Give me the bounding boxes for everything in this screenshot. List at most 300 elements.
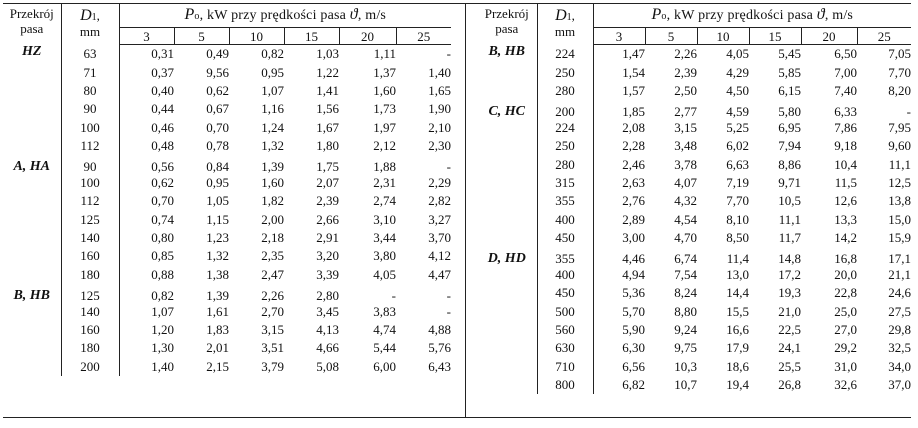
power-cell: 2,91 <box>316 230 339 246</box>
power-cell: 15,0 <box>888 211 911 227</box>
speed-header: 3 <box>593 28 645 45</box>
power-cell: 1,82 <box>261 193 284 209</box>
table-body-right <box>477 45 911 394</box>
power-cell: 4,66 <box>316 340 339 356</box>
table-row <box>477 63 911 81</box>
power-cell: 9,56 <box>206 64 229 80</box>
power-cell: 10,4 <box>834 156 857 172</box>
power-cell: 9,60 <box>888 138 911 154</box>
power-cell: 16,8 <box>834 250 857 266</box>
table-row <box>3 210 451 228</box>
speed-header: 20 <box>339 28 396 45</box>
power-table-right <box>477 3 911 394</box>
power-cell: 2,12 <box>373 138 396 154</box>
power-cell: 4,47 <box>428 266 451 282</box>
diameter-cell: 355 <box>537 247 593 265</box>
table-row <box>3 228 451 246</box>
diameter-cell: 71 <box>61 63 119 81</box>
table-row <box>3 63 451 81</box>
table-row <box>477 320 911 338</box>
power-cell: 17,2 <box>778 266 801 282</box>
diameter-cell: 180 <box>61 339 119 357</box>
power-cell: 0,70 <box>151 193 174 209</box>
diameter-column-header: D1, mm <box>537 3 593 45</box>
table-row <box>3 136 451 154</box>
power-cell: 0,70 <box>206 119 229 135</box>
power-cell: 27,5 <box>888 303 911 319</box>
power-cell: 31,0 <box>834 358 857 374</box>
diameter-cell: 112 <box>61 192 119 210</box>
diameter-cell: 450 <box>537 284 593 302</box>
power-cell: 1,60 <box>261 174 284 190</box>
power-cell: 2,70 <box>261 303 284 319</box>
speed-header: 25 <box>396 28 451 45</box>
power-cell: 1,15 <box>206 211 229 227</box>
power-cell: 13,0 <box>726 266 749 282</box>
table-middle-divider <box>465 3 466 417</box>
power-cell: 1,40 <box>428 64 451 80</box>
power-cell: 2,39 <box>674 64 697 80</box>
diameter-cell: 160 <box>61 247 119 265</box>
table-row <box>3 302 451 320</box>
table-row <box>477 81 911 99</box>
power-cell: 0,56 <box>151 159 174 175</box>
power-cell: 2,76 <box>622 193 645 209</box>
diameter-cell: 90 <box>61 100 119 118</box>
table-row <box>3 284 451 302</box>
power-cell: 11,1 <box>888 156 911 172</box>
table-row <box>477 228 911 246</box>
power-cell: 0,67 <box>206 101 229 117</box>
section-cell: B, HB <box>3 284 61 376</box>
power-cell: 6,56 <box>622 358 645 374</box>
power-cell: 11,1 <box>778 211 801 227</box>
power-cell: 0,85 <box>151 248 174 264</box>
power-cell: 19,4 <box>726 377 749 393</box>
power-cell: 21,1 <box>888 266 911 282</box>
power-cell: 4,94 <box>622 266 645 282</box>
power-cell: 2,28 <box>622 138 645 154</box>
power-cell: 20,0 <box>834 266 857 282</box>
power-cell: 1,54 <box>622 64 645 80</box>
table-row <box>477 247 911 265</box>
diameter-cell: 63 <box>61 45 119 63</box>
power-cell: 6,50 <box>834 46 857 62</box>
power-cell: 2,18 <box>261 230 284 246</box>
power-cell: 4,88 <box>428 322 451 338</box>
power-cell: 5,45 <box>778 46 801 62</box>
table-row <box>477 155 911 173</box>
section-column-header: Przekrój pasa <box>477 3 537 45</box>
power-cell: 19,3 <box>778 285 801 301</box>
power-cell: 6,95 <box>778 119 801 135</box>
power-cell: 1,90 <box>428 101 451 117</box>
power-cell: 18,6 <box>726 358 749 374</box>
diameter-cell: 560 <box>537 320 593 338</box>
table-row <box>3 118 451 136</box>
table-row <box>477 302 911 320</box>
power-cell: 1,03 <box>316 46 339 62</box>
power-cell: 3,15 <box>674 119 697 135</box>
power-cell: 6,43 <box>428 358 451 374</box>
power-cell: 27,0 <box>834 322 857 338</box>
power-cell: 0,74 <box>151 211 174 227</box>
table-row <box>3 81 451 99</box>
power-cell: 1,97 <box>373 119 396 135</box>
speed-symbol: ϑ <box>816 6 825 23</box>
power-cell: 1,85 <box>622 103 645 119</box>
power-cell: 8,24 <box>674 285 697 301</box>
power-cell: 4,74 <box>373 322 396 338</box>
power-cell: 6,74 <box>674 250 697 266</box>
section-cell: C, HC <box>477 100 537 247</box>
table-body-left <box>3 45 451 376</box>
diameter-cell: 400 <box>537 210 593 228</box>
power-cell: 5,70 <box>622 303 645 319</box>
speed-unit: , m/s <box>824 8 854 23</box>
power-cell: 7,05 <box>888 46 911 62</box>
power-cell: - <box>446 287 451 303</box>
power-cell: 10,3 <box>674 358 697 374</box>
table-row <box>3 192 451 210</box>
power-cell: 7,70 <box>888 64 911 80</box>
power-cell: 5,90 <box>622 322 645 338</box>
diameter-cell: 280 <box>537 155 593 173</box>
diameter-cell: 200 <box>61 357 119 375</box>
power-cell: 8,80 <box>674 303 697 319</box>
power-cell: 37,0 <box>888 377 911 393</box>
power-cell: 2,26 <box>261 287 284 303</box>
power-cell: 2,50 <box>674 82 697 98</box>
power-cell: 0,88 <box>151 266 174 282</box>
diameter-cell: 180 <box>61 265 119 283</box>
power-symbol: P <box>184 6 195 23</box>
diameter-cell: 355 <box>537 192 593 210</box>
power-cell: 2,10 <box>428 119 451 135</box>
power-cell: 2,29 <box>428 174 451 190</box>
power-cell: 4,54 <box>674 211 697 227</box>
power-cell: 7,70 <box>726 193 749 209</box>
power-cell: 24,6 <box>888 285 911 301</box>
power-cell: 1,23 <box>206 230 229 246</box>
table-row <box>3 173 451 191</box>
power-cell: 2,01 <box>206 340 229 356</box>
section-cell: B, HB <box>477 45 537 100</box>
power-header-text: , kW przy prędkości pasa <box>199 8 350 23</box>
power-cell: 1,22 <box>316 64 339 80</box>
table-bottom-rule <box>3 417 911 418</box>
speed-header: 20 <box>801 28 857 45</box>
power-header <box>119 3 451 28</box>
power-cell: 7,00 <box>834 64 857 80</box>
power-cell: 2,74 <box>373 193 396 209</box>
power-cell: 1,65 <box>428 82 451 98</box>
power-cell: 0,62 <box>206 82 229 98</box>
power-cell: 0,82 <box>151 287 174 303</box>
power-cell: 6,33 <box>834 103 857 119</box>
table-row <box>477 136 911 154</box>
diameter-cell: 250 <box>537 63 593 81</box>
section-cell: HZ <box>3 45 61 155</box>
power-cell: 22,5 <box>778 322 801 338</box>
power-cell: 15,9 <box>888 230 911 246</box>
diameter-cell: 200 <box>537 100 593 118</box>
power-cell: 4,32 <box>674 193 697 209</box>
table-row <box>3 247 451 265</box>
power-cell: 8,20 <box>888 82 911 98</box>
power-cell: 3,27 <box>428 211 451 227</box>
power-cell: 0,48 <box>151 138 174 154</box>
power-cell: 9,18 <box>834 138 857 154</box>
power-cell: 7,95 <box>888 119 911 135</box>
power-cell: 8,86 <box>778 156 801 172</box>
power-cell: 1,47 <box>622 46 645 62</box>
power-cell: 4,70 <box>674 230 697 246</box>
diameter-unit: mm <box>554 24 576 40</box>
power-cell: 0,95 <box>206 174 229 190</box>
power-cell: 3,51 <box>261 340 284 356</box>
power-cell: 26,8 <box>778 377 801 393</box>
power-cell: 1,73 <box>373 101 396 117</box>
power-cell: 24,1 <box>778 340 801 356</box>
power-cell: 7,40 <box>834 82 857 98</box>
diameter-symbol: D <box>80 7 92 24</box>
diameter-unit: mm <box>79 24 101 40</box>
power-cell: 1,05 <box>206 193 229 209</box>
power-cell: 22,8 <box>834 285 857 301</box>
table-row <box>3 155 451 173</box>
power-cell: 5,08 <box>316 358 339 374</box>
power-table-sheet <box>3 3 915 421</box>
table-row <box>477 118 911 136</box>
power-cell: 1,60 <box>373 82 396 98</box>
table-row <box>477 192 911 210</box>
diameter-cell: 140 <box>61 302 119 320</box>
power-cell: 2,00 <box>261 211 284 227</box>
power-cell: 2,63 <box>622 174 645 190</box>
power-cell: 14,2 <box>834 230 857 246</box>
power-cell: 4,07 <box>674 174 697 190</box>
section-column-header: Przekrój pasa <box>3 3 61 45</box>
power-cell: 1,61 <box>206 303 229 319</box>
table-row <box>3 45 451 63</box>
power-cell: 4,13 <box>316 322 339 338</box>
table-row <box>477 173 911 191</box>
speed-header: 15 <box>284 28 339 45</box>
power-cell: 8,50 <box>726 230 749 246</box>
power-cell: 0,44 <box>151 101 174 117</box>
power-cell: 3,10 <box>373 211 396 227</box>
diameter-cell: 450 <box>537 228 593 246</box>
power-cell: 2,80 <box>316 287 339 303</box>
power-cell: 2,46 <box>622 156 645 172</box>
diameter-column-header: D1, mm <box>61 3 119 45</box>
power-cell: 1,83 <box>206 322 229 338</box>
power-cell: 14,4 <box>726 285 749 301</box>
power-cell: 1,07 <box>261 82 284 98</box>
power-table-left <box>3 3 451 376</box>
diameter-cell: 224 <box>537 118 593 136</box>
power-cell: 8,10 <box>726 211 749 227</box>
power-cell: 9,71 <box>778 174 801 190</box>
diameter-cell: 112 <box>61 136 119 154</box>
power-cell: 0,31 <box>151 46 174 62</box>
power-cell: 16,6 <box>726 322 749 338</box>
power-cell: 9,75 <box>674 340 697 356</box>
power-cell: 6,02 <box>726 138 749 154</box>
power-cell: 7,94 <box>778 138 801 154</box>
power-cell: 17,1 <box>888 250 911 266</box>
speed-symbol: ϑ <box>349 6 358 23</box>
power-cell: 1,32 <box>261 138 284 154</box>
power-cell: 0,78 <box>206 138 229 154</box>
speed-header: 10 <box>697 28 749 45</box>
power-cell: 25,0 <box>834 303 857 319</box>
table-row <box>477 265 911 283</box>
power-cell: 6,15 <box>778 82 801 98</box>
power-cell: 7,86 <box>834 119 857 135</box>
power-cell: 2,07 <box>316 174 339 190</box>
power-cell: 3,83 <box>373 303 396 319</box>
power-cell: 3,20 <box>316 248 339 264</box>
diameter-cell: 80 <box>61 81 119 99</box>
power-cell: 6,30 <box>622 340 645 356</box>
power-cell: 5,36 <box>622 285 645 301</box>
power-cell: - <box>446 303 451 319</box>
power-cell: 0,82 <box>261 46 284 62</box>
power-cell: - <box>906 103 911 119</box>
power-cell: 29,8 <box>888 322 911 338</box>
speed-header: 5 <box>174 28 229 45</box>
power-cell: 7,19 <box>726 174 749 190</box>
power-cell: 5,85 <box>778 64 801 80</box>
power-cell: 10,7 <box>674 377 697 393</box>
power-cell: 12,6 <box>834 193 857 209</box>
power-cell: 1,30 <box>151 340 174 356</box>
power-cell: 3,15 <box>261 322 284 338</box>
power-cell: 3,39 <box>316 266 339 282</box>
power-cell: 4,29 <box>726 64 749 80</box>
power-cell: 21,0 <box>778 303 801 319</box>
power-cell: 11,4 <box>726 250 749 266</box>
table-row <box>477 100 911 118</box>
power-subscript: o <box>661 11 667 22</box>
diameter-cell: 800 <box>537 376 593 394</box>
power-cell: 17,9 <box>726 340 749 356</box>
power-cell: 5,25 <box>726 119 749 135</box>
speed-header: 15 <box>749 28 801 45</box>
table-row <box>3 265 451 283</box>
speed-header: 5 <box>645 28 697 45</box>
power-cell: 32,6 <box>834 377 857 393</box>
power-cell: 1,39 <box>261 159 284 175</box>
power-cell: - <box>446 46 451 62</box>
power-cell: 3,70 <box>428 230 451 246</box>
power-cell: 1,80 <box>316 138 339 154</box>
power-cell: 29,2 <box>834 340 857 356</box>
power-cell: 0,84 <box>206 159 229 175</box>
power-symbol: P <box>651 6 662 23</box>
table-row <box>477 45 911 63</box>
power-cell: 1,38 <box>206 266 229 282</box>
table-row <box>3 320 451 338</box>
power-cell: 2,30 <box>428 138 451 154</box>
power-cell: 7,54 <box>674 266 697 282</box>
power-cell: 9,24 <box>674 322 697 338</box>
diameter-symbol: D <box>555 7 567 24</box>
power-subscript: o <box>194 11 200 22</box>
power-cell: 2,35 <box>261 248 284 264</box>
power-header-text: , kW przy prędkości pasa <box>666 8 817 23</box>
section-cell: D, HD <box>477 247 537 394</box>
diameter-cell: 90 <box>61 155 119 173</box>
power-cell: 4,05 <box>373 266 396 282</box>
power-cell: 15,5 <box>726 303 749 319</box>
power-cell: 1,56 <box>316 101 339 117</box>
power-cell: 1,88 <box>373 159 396 175</box>
power-cell: 4,12 <box>428 248 451 264</box>
power-cell: 0,40 <box>151 82 174 98</box>
power-cell: 1,07 <box>151 303 174 319</box>
power-cell: 2,31 <box>373 174 396 190</box>
power-cell: 1,20 <box>151 322 174 338</box>
diameter-cell: 400 <box>537 265 593 283</box>
power-cell: 1,67 <box>316 119 339 135</box>
power-cell: 3,00 <box>622 230 645 246</box>
power-cell: 1,41 <box>316 82 339 98</box>
diameter-cell: 125 <box>61 210 119 228</box>
table-row <box>477 284 911 302</box>
section-cell: A, HA <box>3 155 61 284</box>
power-cell: 2,15 <box>206 358 229 374</box>
power-cell: 1,75 <box>316 159 339 175</box>
power-cell: 13,8 <box>888 193 911 209</box>
table-row <box>477 339 911 357</box>
power-cell: 3,44 <box>373 230 396 246</box>
power-cell: 1,57 <box>622 82 645 98</box>
power-cell: 4,59 <box>726 103 749 119</box>
power-cell: 3,45 <box>316 303 339 319</box>
power-cell: 4,05 <box>726 46 749 62</box>
power-cell: 0,62 <box>151 174 174 190</box>
power-cell: 2,08 <box>622 119 645 135</box>
diameter-cell: 250 <box>537 136 593 154</box>
power-cell: 2,39 <box>316 193 339 209</box>
power-cell: 11,7 <box>778 230 801 246</box>
diameter-cell: 100 <box>61 173 119 191</box>
power-cell: 2,77 <box>674 103 697 119</box>
power-cell: 0,80 <box>151 230 174 246</box>
power-cell: 1,37 <box>373 64 396 80</box>
power-cell: 13,3 <box>834 211 857 227</box>
power-cell: 1,40 <box>151 358 174 374</box>
power-cell: 2,82 <box>428 193 451 209</box>
power-cell: 2,47 <box>261 266 284 282</box>
diameter-cell: 710 <box>537 357 593 375</box>
power-cell: - <box>446 159 451 175</box>
power-cell: 0,49 <box>206 46 229 62</box>
diameter-cell: 280 <box>537 81 593 99</box>
power-cell: 5,44 <box>373 340 396 356</box>
diameter-cell: 100 <box>61 118 119 136</box>
power-cell: 3,80 <box>373 248 396 264</box>
table-row <box>477 376 911 394</box>
diameter-cell: 125 <box>61 284 119 302</box>
power-cell: 6,00 <box>373 358 396 374</box>
power-cell: 10,5 <box>778 193 801 209</box>
power-cell: 0,37 <box>151 64 174 80</box>
power-cell: 2,66 <box>316 211 339 227</box>
